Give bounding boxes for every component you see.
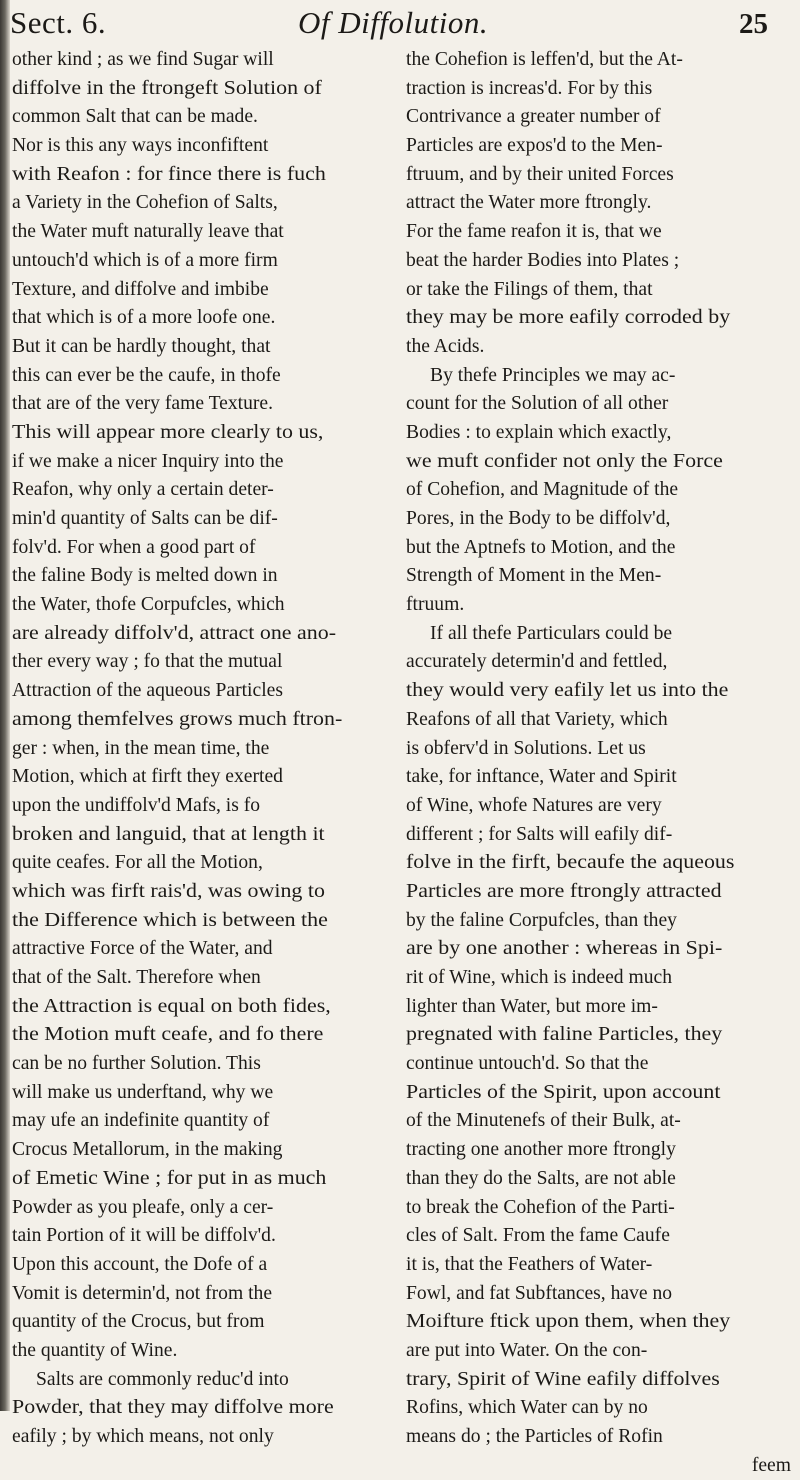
text-line-content: Rofins, which Water can by no (406, 1397, 648, 1419)
text-line-content: the faline Body is melted down in (12, 565, 278, 587)
text-line (12, 75, 392, 104)
text-line (12, 907, 392, 936)
text-line-content: may ufe an indefinite quantity of (12, 1110, 270, 1132)
text-line (12, 620, 392, 649)
text-line-content: quantity of the Crocus, but from (12, 1311, 265, 1333)
text-line-content: of Emetic Wine ; for put in as much (12, 1167, 327, 1189)
text-line-content: folve in the firft, becaufe the aqueous (406, 852, 735, 874)
text-line (406, 1165, 791, 1194)
text-line-content: of the Minutenefs of their Bulk, at- (406, 1110, 681, 1132)
text-line-content: Powder, that they may diffolve more (12, 1397, 334, 1419)
text-line (12, 821, 392, 850)
text-line (12, 964, 392, 993)
text-line (406, 390, 791, 419)
text-line-content: accurately determin'd and fettled, (406, 651, 668, 673)
text-line-content: are by one another : whereas in Spi- (406, 938, 723, 960)
text-line-content: the Water muft naturally leave that (12, 221, 284, 243)
text-line (12, 1107, 392, 1136)
text-line-content: if we make a nicer Inquiry into the (12, 450, 284, 472)
text-line (12, 247, 392, 276)
text-line-content: trary, Spirit of Wine eafily diffolves (406, 1368, 720, 1390)
text-line (12, 505, 392, 534)
text-line (406, 189, 791, 218)
text-line (406, 1251, 791, 1280)
text-line (406, 534, 791, 563)
text-line (406, 562, 791, 591)
text-line-content: ther every way ; fo that the mutual (12, 651, 283, 673)
text-line-content: they may be more eafily corroded by (406, 307, 731, 329)
text-line-content: attractive Force of the Water, and (12, 938, 273, 960)
text-line (406, 362, 791, 391)
text-line-content: ger : when, in the mean time, the (12, 737, 270, 759)
text-line (12, 1050, 392, 1079)
text-line-content: among themfelves grows much ftron- (12, 708, 343, 730)
text-line (12, 591, 392, 620)
text-line (12, 448, 392, 477)
text-line (406, 419, 791, 448)
text-line-content: min'd quantity of Salts can be dif- (12, 508, 278, 529)
text-line (406, 75, 791, 104)
text-line (406, 333, 791, 362)
text-line-content: to break the Cohefion of the Parti- (406, 1196, 675, 1218)
text-line-content: the Cohefion is leffen'd, but the At- (406, 49, 683, 70)
text-line (12, 333, 392, 362)
text-line (12, 935, 392, 964)
text-line-content: eafily ; by which means, not only (12, 1426, 274, 1447)
text-line (406, 1308, 791, 1337)
page-gutter (0, 0, 10, 1411)
text-line (12, 1423, 392, 1452)
text-line-content: lighter than Water, but more im- (406, 995, 658, 1017)
text-line (406, 792, 791, 821)
running-header (0, 2, 800, 42)
text-line-content: ftruum, and by their united Forces (406, 163, 674, 185)
text-line (12, 161, 392, 190)
text-line-content: diffolve in the ftrongeft Solution of (12, 77, 322, 99)
text-line (406, 849, 791, 878)
text-line (406, 907, 791, 936)
text-line-content: the Water, thofe Corpufcles, which (12, 594, 285, 616)
text-line (12, 132, 392, 161)
text-line (12, 534, 392, 563)
text-line (406, 132, 791, 161)
text-line-content: are already diffolv'd, attract one ano- (12, 622, 337, 644)
text-line (12, 419, 392, 448)
text-line-content: that of the Salt. Therefore when (12, 967, 261, 988)
text-line (406, 476, 791, 505)
text-line (12, 304, 392, 333)
text-line-content: is obferv'd in Solutions. Let us (406, 737, 646, 759)
text-line (12, 648, 392, 677)
text-line-content: count for the Solution of all other (406, 393, 669, 415)
text-line (406, 448, 791, 477)
text-line (12, 735, 392, 764)
text-line (406, 1452, 791, 1480)
text-line-content: will make us underftand, why we (12, 1081, 274, 1103)
text-line-content: Nor is this any ways inconfiftent (12, 135, 269, 157)
text-line (12, 103, 392, 132)
text-line (406, 1107, 791, 1136)
text-line-content: tain Portion of it will be diffolv'd. (12, 1225, 276, 1247)
text-line (12, 1337, 392, 1366)
text-line-content: Particles are more ftrongly attracted (406, 880, 722, 902)
text-line (406, 706, 791, 735)
text-line (406, 103, 791, 132)
right-text-column (406, 46, 791, 1480)
text-line (12, 390, 392, 419)
text-line (406, 620, 791, 649)
text-line-content: of Cohefion, and Magnitude of the (406, 479, 679, 501)
page-number: 25 (739, 8, 768, 40)
text-line (12, 189, 392, 218)
text-line-content: tracting one another more ftrongly (406, 1139, 676, 1161)
text-line-content: Upon this account, the Dofe of a (12, 1253, 268, 1275)
text-line (406, 304, 791, 333)
text-line-content: different ; for Salts will eafily dif- (406, 823, 673, 845)
text-line (406, 1079, 791, 1108)
text-line (406, 505, 791, 534)
text-line (12, 476, 392, 505)
text-line (406, 935, 791, 964)
text-line-content: a Variety in the Cohefion of Salts, (12, 192, 278, 214)
text-line-content: Reafon, why only a certain deter- (12, 479, 274, 501)
text-line (406, 591, 791, 620)
text-line (12, 1136, 392, 1165)
text-line-content: the Motion muft ceafe, and fo there (12, 1024, 324, 1046)
text-line (12, 1222, 392, 1251)
text-line (12, 46, 392, 75)
text-line (406, 735, 791, 764)
section-label: Sect. 6. (10, 5, 107, 40)
text-line (12, 849, 392, 878)
text-line (12, 276, 392, 305)
text-line (12, 218, 392, 247)
text-line-content: other kind ; as we find Sugar will (12, 49, 274, 70)
text-line (12, 1251, 392, 1280)
text-line-content: Pores, in the Body to be diffolv'd, (406, 508, 671, 529)
text-line-content: Motion, which at firft they exerted (12, 766, 283, 788)
text-line-content: Particles are expos'd to the Men- (406, 135, 663, 157)
text-line-content: of Wine, whofe Natures are very (406, 794, 662, 816)
text-line-content: can be no further Solution. This (12, 1053, 261, 1075)
text-line-content: Fowl, and fat Subftances, have no (406, 1282, 673, 1304)
text-line (406, 1394, 791, 1423)
text-line (406, 878, 791, 907)
text-line-content: Bodies : to explain which exactly, (406, 421, 672, 443)
text-line-content: continue untouch'd. So that the (406, 1053, 649, 1075)
text-line (406, 247, 791, 276)
text-line (12, 763, 392, 792)
text-line-content: upon the undiffolv'd Mafs, is fo (12, 794, 261, 816)
text-line-content: feem (751, 1454, 791, 1476)
text-line-content: means do ; the Particles of Rofin (406, 1426, 663, 1447)
text-line (406, 821, 791, 850)
text-line-content: than they do the Salts, are not able (406, 1167, 676, 1189)
text-line-content: Salts are commonly reduc'd into (36, 1368, 289, 1390)
text-line (12, 1308, 392, 1337)
text-line-content: they would very eafily let us into the (406, 680, 729, 702)
text-line-content: pregnated with faline Particles, they (406, 1024, 723, 1046)
text-line-content: Particles of the Spirit, upon account (406, 1081, 721, 1103)
text-line-content: If all thefe Particulars could be (430, 622, 673, 644)
text-line (406, 276, 791, 305)
text-line-content: cles of Salt. From the fame Caufe (406, 1225, 670, 1247)
text-line-content: rit of Wine, which is indeed much (406, 967, 673, 988)
text-line-content: this can ever be the caufe, in thofe (12, 364, 281, 386)
text-line-content: For the fame reafon it is, that we (406, 221, 662, 243)
text-line (406, 1194, 791, 1223)
text-line (12, 1194, 392, 1223)
text-line (12, 993, 392, 1022)
text-line (12, 1165, 392, 1194)
text-line (406, 763, 791, 792)
text-line (406, 1366, 791, 1395)
text-line (406, 648, 791, 677)
text-line-content: common Salt that can be made. (12, 106, 258, 128)
text-line-content: attract the Water more ftrongly. (406, 192, 652, 214)
text-line (406, 1136, 791, 1165)
text-line-content: with Reafon : for fince there is fuch (12, 163, 326, 185)
text-line-content: or take the Filings of them, that (406, 278, 653, 300)
text-line (12, 562, 392, 591)
text-line-content: quite ceafes. For all the Motion, (12, 852, 263, 874)
text-line-content: folv'd. For when a good part of (12, 536, 256, 558)
text-line (406, 964, 791, 993)
text-line (12, 792, 392, 821)
text-line (406, 677, 791, 706)
text-line-content: untouch'd which is of a more firm (12, 249, 278, 271)
text-line-content: Contrivance a greater number of (406, 106, 661, 128)
text-line (406, 1280, 791, 1309)
text-line-content: broken and languid, that at length it (12, 823, 325, 845)
text-line (406, 1423, 791, 1452)
text-line (12, 1366, 392, 1395)
text-line (406, 46, 791, 75)
text-line-content: that are of the very fame Texture. (12, 393, 274, 415)
text-line-content: by the faline Corpufcles, than they (406, 909, 677, 931)
text-line (12, 1394, 392, 1423)
text-line (12, 677, 392, 706)
running-title: Of Diffolution. (298, 5, 489, 40)
text-line-content: it is, that the Feathers of Water- (406, 1253, 653, 1275)
left-text-column (12, 46, 392, 1452)
text-line-content: traction is increas'd. For by this (406, 77, 653, 99)
text-line (406, 218, 791, 247)
text-line-content: beat the harder Bodies into Plates ; (406, 249, 680, 271)
text-line (12, 706, 392, 735)
text-line (406, 1021, 791, 1050)
text-line-content: But it can be hardly thought, that (12, 335, 271, 357)
text-line-content: the quantity of Wine. (12, 1339, 178, 1361)
text-line (12, 362, 392, 391)
text-line (12, 1079, 392, 1108)
text-line-content: the Acids. (406, 335, 485, 357)
text-line (406, 993, 791, 1022)
text-line-content: Reafons of all that Variety, which (406, 708, 668, 730)
text-line-content: the Difference which is between the (12, 909, 328, 931)
text-line-content: Crocus Metallorum, in the making (12, 1139, 283, 1161)
text-line-content: Vomit is determin'd, not from the (12, 1282, 273, 1304)
text-line (406, 1222, 791, 1251)
text-line-content: By thefe Principles we may ac- (430, 364, 676, 386)
text-line-content: which was firft rais'd, was owing to (12, 880, 325, 902)
text-line (406, 161, 791, 190)
text-line-content: take, for inftance, Water and Spirit (406, 766, 677, 788)
text-line-content: Strength of Moment in the Men- (406, 565, 662, 587)
text-line-content: that which is of a more loofe one. (12, 307, 276, 329)
text-line-content: we muft confider not only the Force (406, 450, 723, 472)
text-line-content: are put into Water. On the con- (406, 1339, 648, 1361)
text-line (12, 1021, 392, 1050)
text-line-content: but the Aptnefs to Motion, and the (406, 536, 676, 558)
text-line-content: Moifture ftick upon them, when they (406, 1311, 731, 1333)
text-line (12, 1280, 392, 1309)
text-line (406, 1337, 791, 1366)
text-line-content: Texture, and diffolve and imbibe (12, 278, 269, 300)
text-line-content: the Attraction is equal on both fides, (12, 995, 331, 1017)
text-line-content: This will appear more clearly to us, (12, 421, 324, 443)
text-line (406, 1050, 791, 1079)
text-line-content: ftruum. (406, 594, 465, 616)
text-line (12, 878, 392, 907)
text-line-content: Attraction of the aqueous Particles (12, 680, 283, 702)
text-line-content: Powder as you pleafe, only a cer- (12, 1196, 274, 1218)
